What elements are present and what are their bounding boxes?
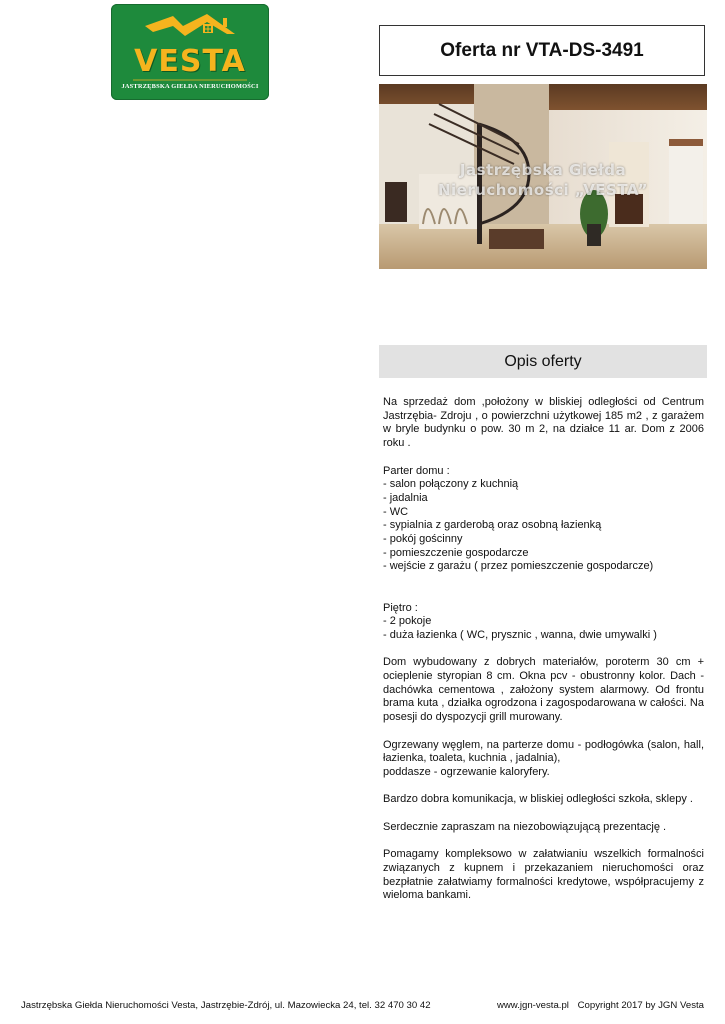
ground-floor-title: Parter domu : [383, 464, 450, 477]
footer-website-link[interactable]: www.jgn-vesta.pl [496, 1000, 569, 1011]
intro-paragraph: Na sprzedaż dom ,położony w bliskiej odległości od Centrum Jastrzębia- Zdroju , o powierzchni użytkowej 185 m2 , z garażem w bryle budynku o pow. 30 m 2, na działce 11 ar. Dom z 2006 roku . [383, 396, 704, 450]
watermark-line-2: Nieruchomości „VESTA” [437, 181, 649, 199]
logo-subtitle: JASTRZĘBSKA GIEŁDA NIERUCHOMOŚCI [121, 83, 259, 90]
construction-paragraph: Dom wybudowany z dobrych materiałów, poroterm 30 cm + ocieplenie styropian 8 cm. Okna pcv - obustronny kolor. Dach - dachówka cementowa , założony system alarmowy. Od frontu brama kuta , działka ogrodzona i zagospodarowana w całości. Na posesji do dyspozycji grill murowany. [383, 656, 704, 724]
communication-paragraph: Bardzo dobra komunikacja, w bliskiej odległości szkoła, sklepy . [383, 793, 693, 806]
logo-wordmark: VESTA [134, 44, 246, 79]
list-item: - sypialnia z garderobą oraz osobną łazienką [383, 519, 602, 532]
footer-copyright: Copyright 2017 by JGN Vesta [577, 1000, 704, 1011]
invitation-paragraph: Serdecznie zapraszam na niezobowiązującą prezentację . [383, 820, 667, 833]
photo-watermark [379, 160, 707, 200]
offer-description [383, 396, 704, 903]
company-logo [111, 4, 269, 100]
offer-title: Oferta nr VTA-DS-3491 [440, 39, 644, 61]
upper-floor-title: Piętro : [383, 601, 418, 614]
offer-title-box [379, 25, 705, 76]
list-item: - pokój gościnny [383, 533, 463, 546]
heating-paragraph: Ogrzewany węglem, na parterze domu - podłogówka (salon, hall, łazienka, toaleta, kuchnia , jadalnia), [383, 738, 704, 765]
list-item: - duża łazienka ( WC, prysznic , wanna, dwie umywalki ) [383, 628, 657, 641]
heating-line-2: poddasze - ogrzewanie kaloryfery. [383, 765, 550, 778]
list-item: - salon połączony z kuchnią [383, 478, 519, 491]
section-title: Opis oferty [504, 352, 582, 370]
footer-right [497, 1000, 704, 1011]
list-item: - WC [383, 505, 409, 518]
assistance-paragraph: Pomagamy kompleksowo w załatwianiu wszelkich formalności związanych z kupnem i przekazaniem nieruchomości oraz bezpłatnie załatwiamy formalności kredytowe, współpracujemy z wieloma bankami. [383, 848, 704, 902]
list-item: - 2 pokoje [383, 615, 432, 628]
list-item: - pomieszczenie gospodarcze [383, 546, 529, 559]
list-item: - jadalnia [383, 491, 428, 504]
description-section-header [379, 345, 707, 378]
property-photo [379, 84, 707, 269]
watermark-line-1: Jastrzębska Giełda [459, 161, 627, 179]
footer-address: Jastrzębska Giełda Nieruchomości Vesta, Jastrzębie-Zdrój, ul. Mazowiecka 24, tel. 32 470 30 42 [21, 1000, 431, 1011]
list-item: - wejście z garażu ( przez pomieszczenie gospodarcze) [383, 560, 654, 573]
